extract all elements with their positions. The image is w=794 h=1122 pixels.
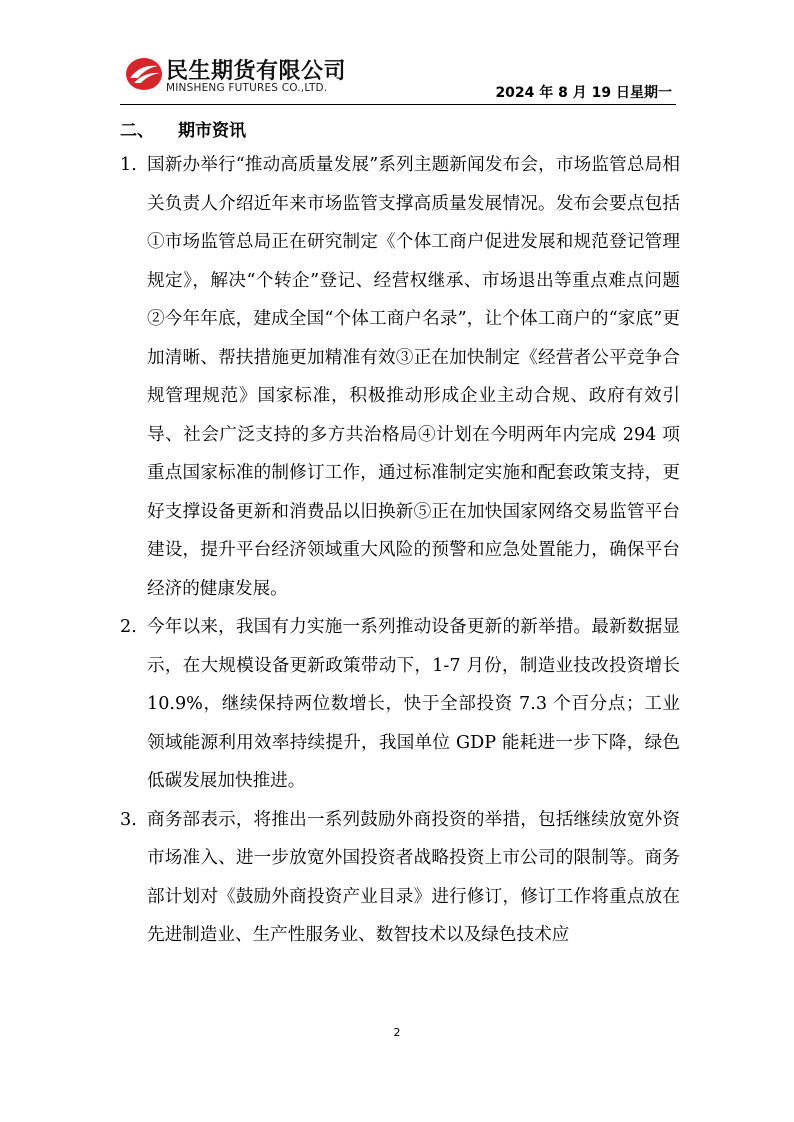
news-item-number: 3. [120, 809, 137, 830]
news-item [120, 801, 680, 955]
section-title: 期市资讯 [178, 121, 246, 141]
company-name-cn: 民生期货有限公司 [166, 59, 347, 84]
section-heading [120, 116, 246, 141]
page-number: 2 [393, 1026, 401, 1039]
header-divider [120, 104, 676, 105]
news-list [120, 146, 680, 955]
minsheng-logo-icon [124, 56, 164, 92]
news-item [120, 146, 680, 608]
news-item-text: 商务部表示，将推出一系列鼓励外商投资的举措，包括继续放宽外资市场准入、进一步放宽外国投资者战略投资上市公司的限制等。商务部计划对《鼓励外商投资产业目录》进行修订，修订工作将重点放在先进制造业、生产性服务业、数智技术以及绿色技术应 [147, 809, 680, 945]
page-header [120, 52, 676, 104]
news-item-number: 1. [120, 155, 137, 175]
news-item-text: 今年以来，我国有力实施一系列推动设备更新的新举措。最新数据显示，在大规模设备更新政策带动下，1-7 月份，制造业技改投资增长 10.9%，继续保持两位数增长，快于全部投资 7.3 个百分点；工业领域能源利用效率持续提升，我国单位 GDP 能耗进一步下降，绿色低碳发展加快推进。 [147, 617, 680, 791]
company-name-en: MINSHENG FUTURES CO.,LTD. [166, 82, 328, 94]
report-date: 2024 年 8 月 19 日星期一 [495, 85, 672, 101]
news-item [120, 608, 680, 801]
news-item-number: 2. [120, 617, 137, 637]
news-item-text: 国新办举行“推动高质量发展”系列主题新闻发布会，市场监管总局相关负责人介绍近年来市场监管支撑高质量发展情况。发布会要点包括①市场监管总局正在研究制定《个体工商户促进发展和规范登记管理规定》，解决“个转企”登记、经营权继承、市场退出等重点难点问题②今年年底，建成全国“个体工商户名录”，让个体工商户的“家底”更加清晰、帮扶措施更加精准有效③正在加快制定《经营者公平竞争合规管理规范》国家标准，积极推动形成企业主动合规、政府有效引导、社会广泛支持的多方共治格局④计划在今明两年内完成 294 项重点国家标准的制修订工作，通过标准制定实施和配套政策支持，更好支撑设备更新和消费品以旧换新⑤正在加快国家网络交易监管平台建设，提升平台经济领域重大风险的预警和应急处置能力，确保平台经济的健康发展。 [147, 155, 680, 599]
section-number: 二、 [120, 121, 154, 141]
